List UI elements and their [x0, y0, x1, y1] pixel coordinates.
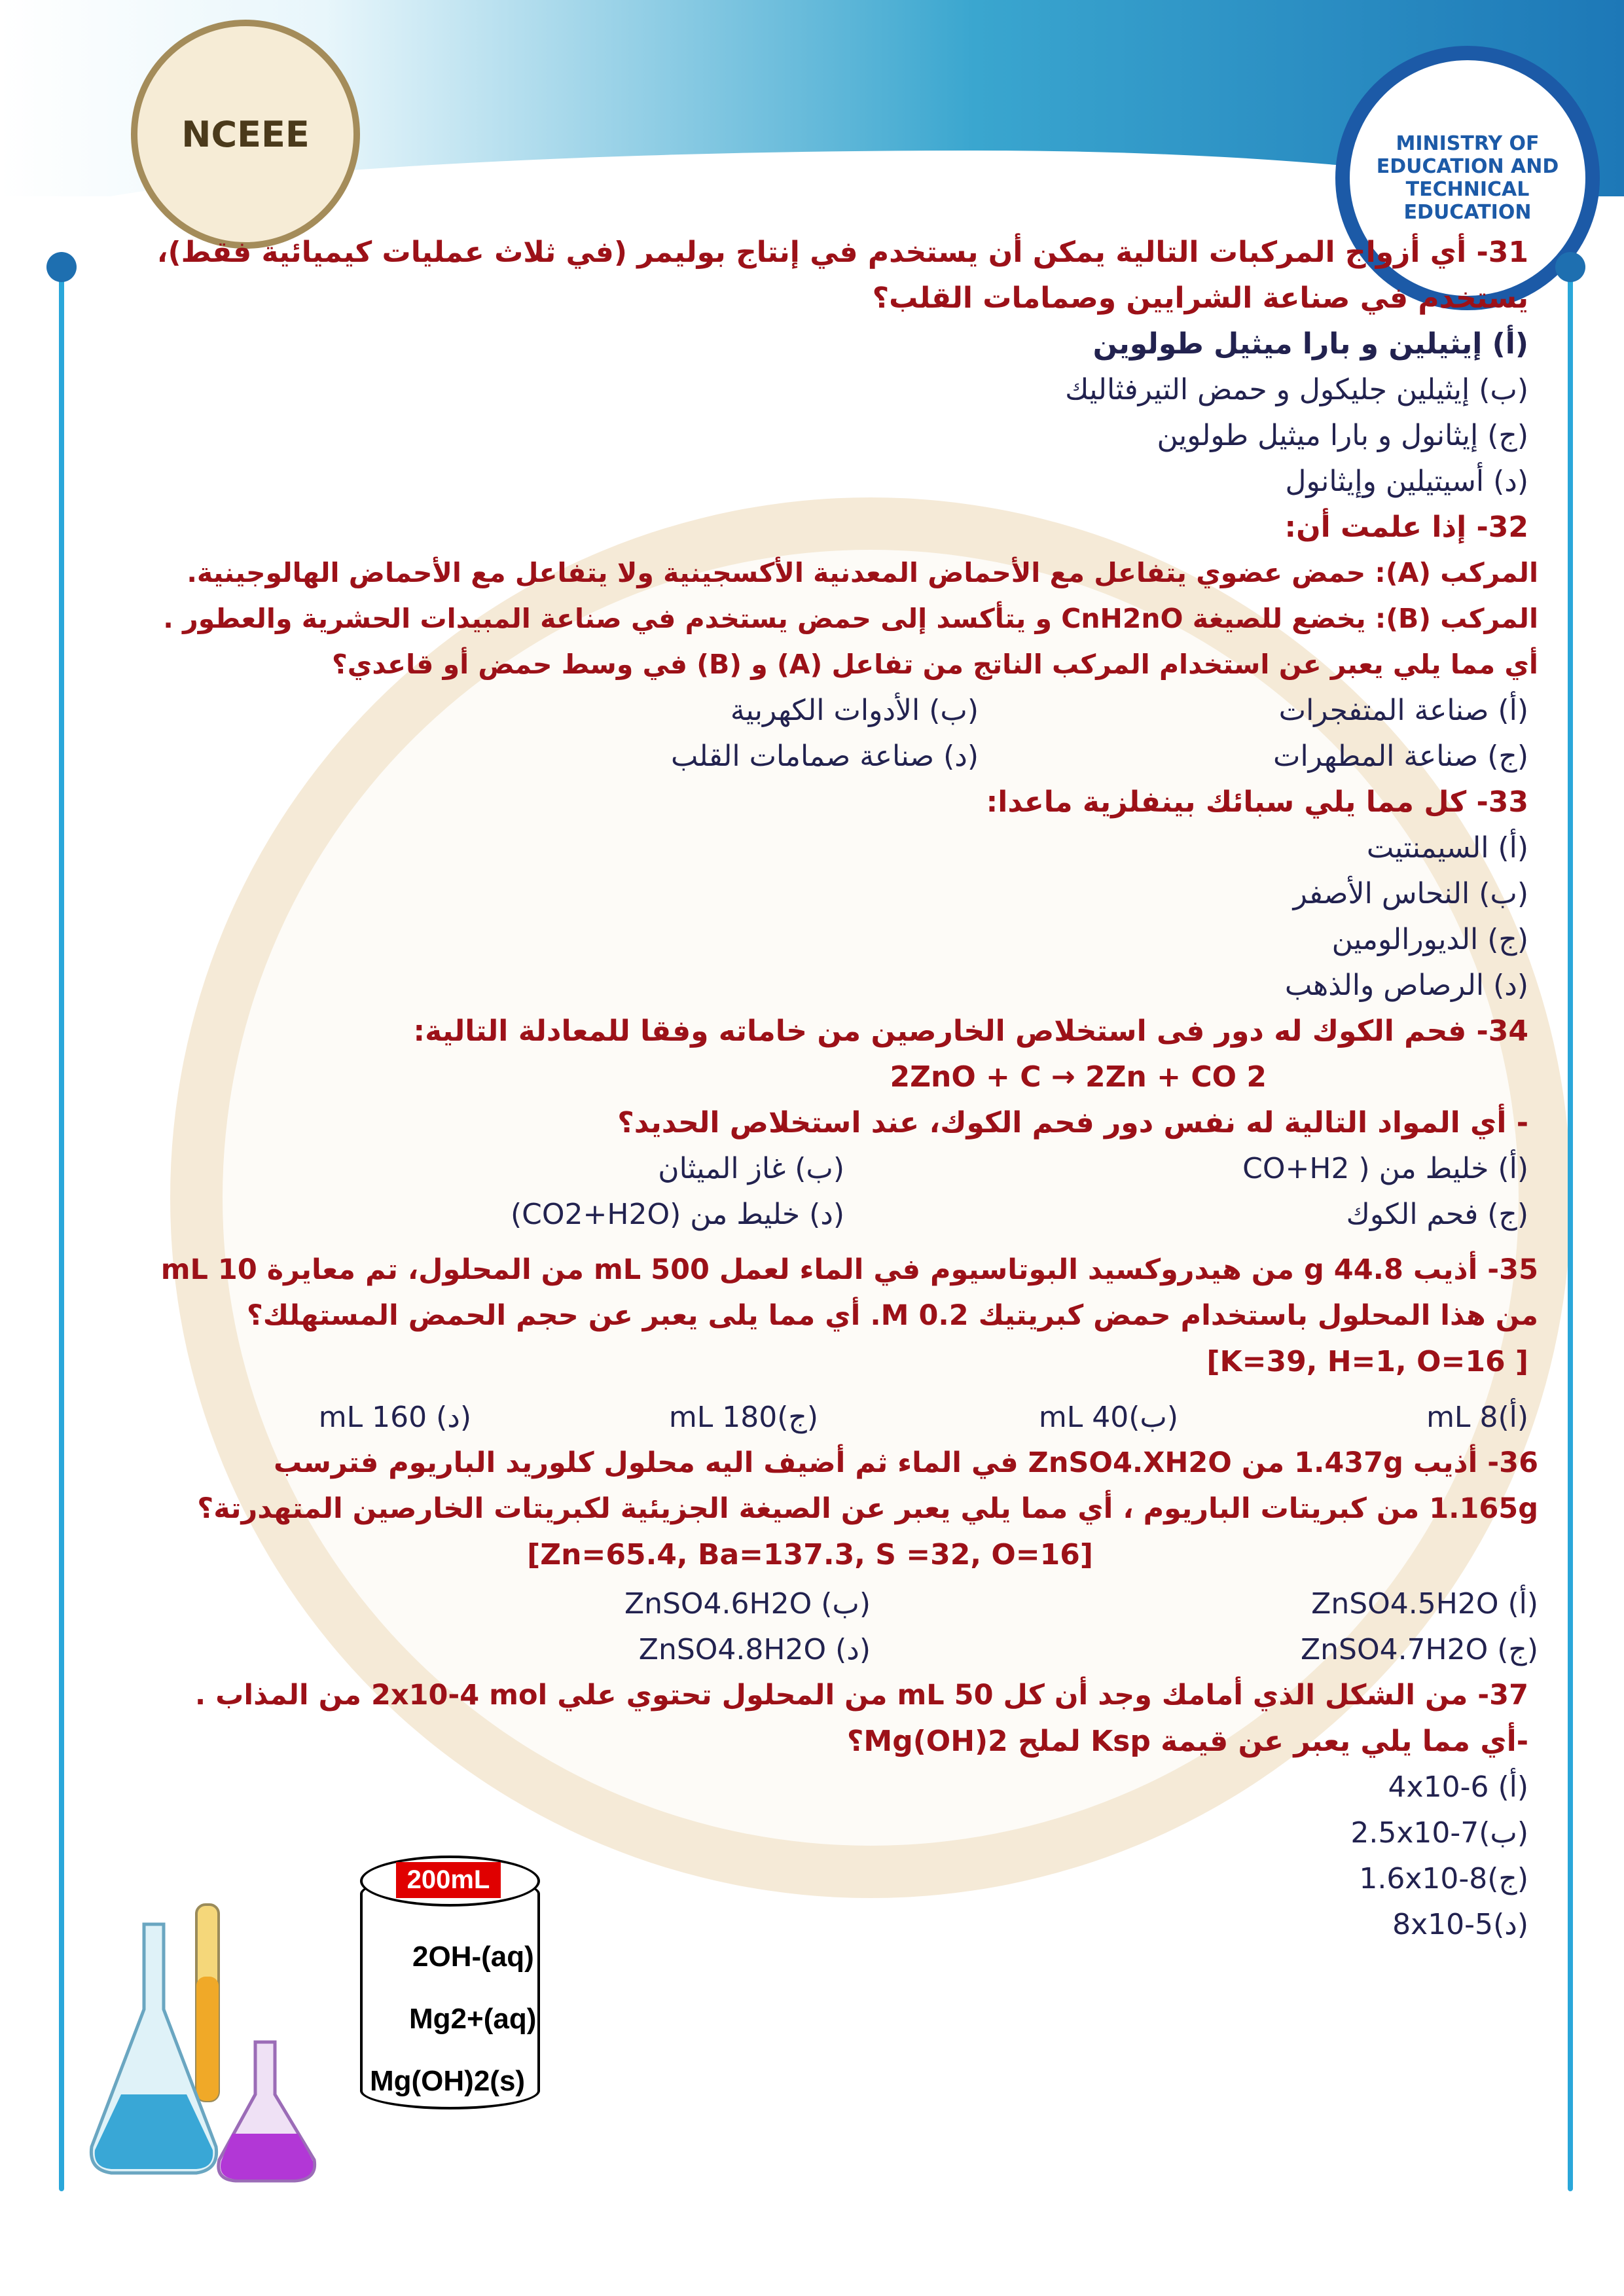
q36-stem-2: 1.165g من كبريتات الباريوم ، أي مما يلي يعبر عن الصيغة الجزيئية لكبريتات الخارصين المتهدرتة؟: [197, 1492, 1538, 1525]
q32-stem: 32- إذا علمت أن:: [1284, 511, 1528, 544]
q33-option-b: (ب) النحاس الأصفر: [1293, 877, 1528, 910]
q37-stem: 37- من الشكل الذي أمامك وجد أن كل 50 mL من المحلول تحتوي علي 2x10-4 mol من المذاب .: [194, 1679, 1528, 1712]
q34-question: - أي المواد التالية له نفس دور فحم الكوك، عند استخلاص الحديد؟: [617, 1106, 1528, 1139]
q36-option-b: (ب) ZnSO4.6H2O: [624, 1587, 871, 1621]
q32-option-b: (ب) الأدوات الكهربية: [730, 694, 979, 727]
ministry-logo: MINISTRY OF EDUCATION AND TECHNICAL EDUCATION: [1335, 46, 1600, 310]
q34-option-c: (ج) فحم الكوك: [1346, 1198, 1528, 1231]
hydroxide-ion-label: 2OH-(aq): [412, 1941, 534, 1973]
q34-equation: 2ZnO + C → 2Zn + CO 2: [890, 1060, 1267, 1094]
q37-option-a: (أ) 4x10-6: [1388, 1770, 1528, 1804]
q37-question: -أي مما يلي يعبر عن قيمة Ksp لملح Mg(OH)2؟: [846, 1725, 1528, 1758]
q36-option-d: (د) ZnSO4.8H2O: [638, 1633, 871, 1666]
q32-option-a: (أ) صناعة المتفجرات: [1278, 694, 1528, 727]
magnesium-hydroxide-label: Mg(OH)2(s): [370, 2065, 526, 2097]
q33-option-a: (أ) السيمنتيت: [1366, 831, 1528, 865]
q33-stem: 33- كل مما يلي سبائك بينفلزية ماعدا:: [986, 785, 1528, 819]
q35-option-c: (ج)180 mL: [668, 1401, 818, 1434]
magnesium-ion-label: Mg2+(aq): [409, 2003, 537, 2035]
left-border-line: [59, 262, 64, 2191]
q31-option-c: (ج) إيثانول و بارا ميثيل طولوين: [1157, 419, 1528, 452]
q36-constants: [Zn=65.4, Ba=137.3, S =32, O=16]: [527, 1538, 1093, 1571]
q31-option-a: (أ) إيثيلين و بارا ميثيل طولوين: [1092, 327, 1528, 361]
q33-option-d: (د) الرصاص والذهب: [1284, 969, 1528, 1002]
lab-glassware-icon: [65, 1898, 327, 2186]
q34-option-d: (د) خليط من (CO2+H2O): [510, 1198, 844, 1231]
right-border-line: [1568, 262, 1573, 2191]
q35-option-b: (ب)40 mL: [1038, 1401, 1178, 1434]
q35-stem-2: من هذا المحلول باستخدام حمض كبريتيك 0.2 M. أي مما يلى يعبر عن حجم الحمض المستهلك؟: [246, 1299, 1538, 1332]
q32-compound-a: المركب (A): حمض عضوي يتفاعل مع الأحماض المعدنية الأكسجينية ولا يتفاعل مع الأحماض الهالوجينية.: [187, 557, 1538, 588]
nceee-logo: NCEEE: [131, 20, 360, 249]
solution-beaker-figure: [360, 1856, 540, 2117]
q31-option-d: (د) أسيتيلين وإيثانول: [1285, 465, 1528, 498]
q34-stem: 34- فحم الكوك له دور فى استخلاص الخارصين من خاماته وفقا للمعادلة التالية:: [413, 1014, 1528, 1048]
q34-option-b: (ب) غاز الميثان: [658, 1152, 844, 1185]
q32-compound-b: المركب (B): يخضع للصيغة CnH2nO و يتأكسد إلى حمض يستخدم في صناعة المبيدات الحشرية والعطور .: [163, 603, 1538, 634]
q35-constants: [K=39, H=1, O=16 ]: [1206, 1345, 1528, 1378]
q31-stem-1: 31- أي أزواج المركبات التالية يمكن أن يستخدم في إنتاج بوليمر (في ثلاث عمليات كيميائية فقط)،: [156, 236, 1528, 269]
q37-option-c: (ج)1.6x10-8: [1359, 1862, 1528, 1895]
q37-option-b: (ب)2.5x10-7: [1350, 1816, 1528, 1850]
q31-option-b: (ب) إيثيلين جليكول و حمض التيرفثاليك: [1065, 373, 1528, 406]
q33-option-c: (ج) الديورالومين: [1331, 923, 1528, 956]
q35-stem-1: 35- أذيب 44.8 g من هيدروكسيد البوتاسيوم في الماء لعمل 500 mL من المحلول، تم معايرة 10 mL: [160, 1253, 1538, 1286]
right-border-dot: [1555, 252, 1585, 282]
q36-option-a: (أ) ZnSO4.5H2O: [1311, 1587, 1538, 1621]
q36-stem-1: 36- أذيب 1.437g من ZnSO4.XH2O في الماء ثم أضيف اليه محلول كلوريد الباريوم فترسب: [274, 1446, 1538, 1479]
q32-option-d: (د) صناعة صمامات القلب: [670, 740, 979, 773]
q35-option-a: (أ)8 mL: [1426, 1401, 1528, 1434]
q35-option-d: (د) 160 mL: [318, 1401, 471, 1434]
q32-option-c: (ج) صناعة المطهرات: [1273, 740, 1528, 773]
q31-stem-2: يستخدم في صناعة الشرايين وصمامات القلب؟: [872, 281, 1528, 315]
q32-question: أي مما يلي يعبر عن استخدام المركب الناتج من تفاعل (A) و (B) في وسط حمض أو قاعدي؟: [332, 649, 1538, 680]
q37-option-d: (د)8x10-5: [1392, 1908, 1528, 1941]
q36-option-c: (ج) ZnSO4.7H2O: [1300, 1633, 1538, 1666]
beaker-volume-label: 200mL: [396, 1862, 501, 1898]
q34-option-a: (أ) خليط من ( CO+H2: [1242, 1152, 1528, 1185]
